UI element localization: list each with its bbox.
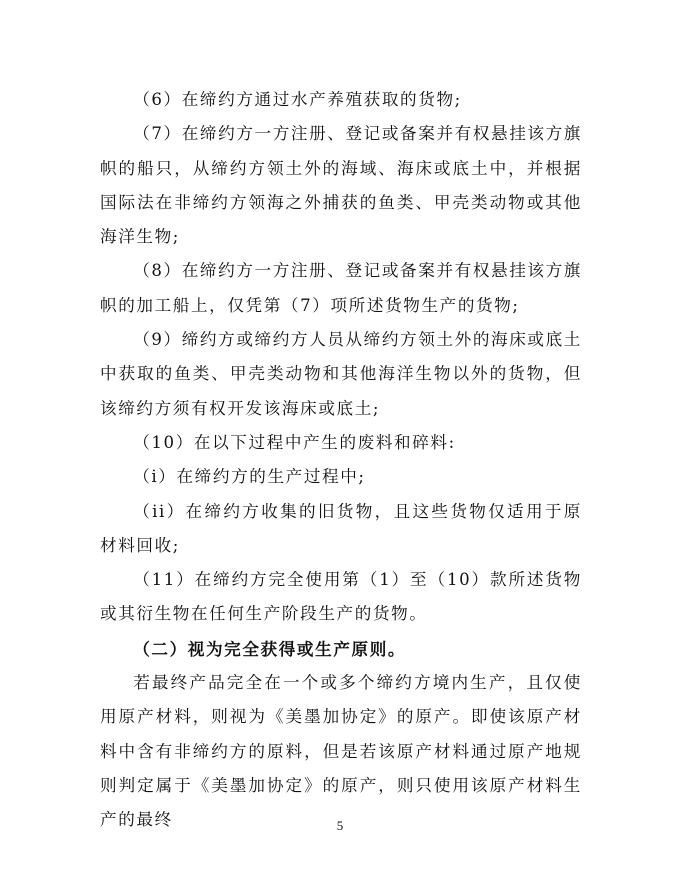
paragraph-item-11: （11）在缔约方完全使用第（1）至（10）款所述货物或其衍生物在任何生产阶段生产的货物。 — [100, 570, 582, 624]
paragraph-subitem-i: （i）在缔约方的生产过程中; — [133, 467, 366, 487]
section-heading: （二）视为完全获得或生产原则。 — [133, 638, 407, 659]
section-paragraph: 若最终产品完全在一个或多个缔约方境内生产，且仅使用原产材料，则视为《美墨加协定》的原产。即使该原产材料中含有非缔约方的原料，但是若该原产材料通过原产地规则判定属于《美墨加协定》的原产，则只使用该原产材料生产的最终 — [100, 673, 582, 830]
document-body — [100, 83, 582, 838]
paragraph-item-10: （10）在以下过程中产生的废料和碎料: — [133, 432, 456, 452]
paragraph-item-9: （9）缔约方或缔约方人员从缔约方领土外的海床或底土中获取的鱼类、甲壳类动物和其他海洋生物以外的货物，但该缔约方须有权开发该海床或底土; — [100, 330, 582, 418]
paragraph-subitem-ii: （ii）在缔约方收集的旧货物，且这些货物仅适用于原材料回收; — [100, 501, 582, 555]
paragraph-item-6: （6）在缔约方通过水产养殖获取的货物; — [133, 90, 462, 109]
paragraph-item-7: （7）在缔约方一方注册、登记或备案并有权悬挂该方旗帜的船只，从缔约方领土外的海域、海床或底土中，并根据国际法在非缔约方领海之外捕获的鱼类、甲壳类动物或其他海洋生物; — [100, 124, 582, 247]
paragraph-item-8: （8）在缔约方一方注册、登记或备案并有权悬挂该方旗帜的加工船上，仅凭第（7）项所述货物生产的货物; — [100, 261, 582, 315]
page-number: 5 — [336, 818, 344, 833]
